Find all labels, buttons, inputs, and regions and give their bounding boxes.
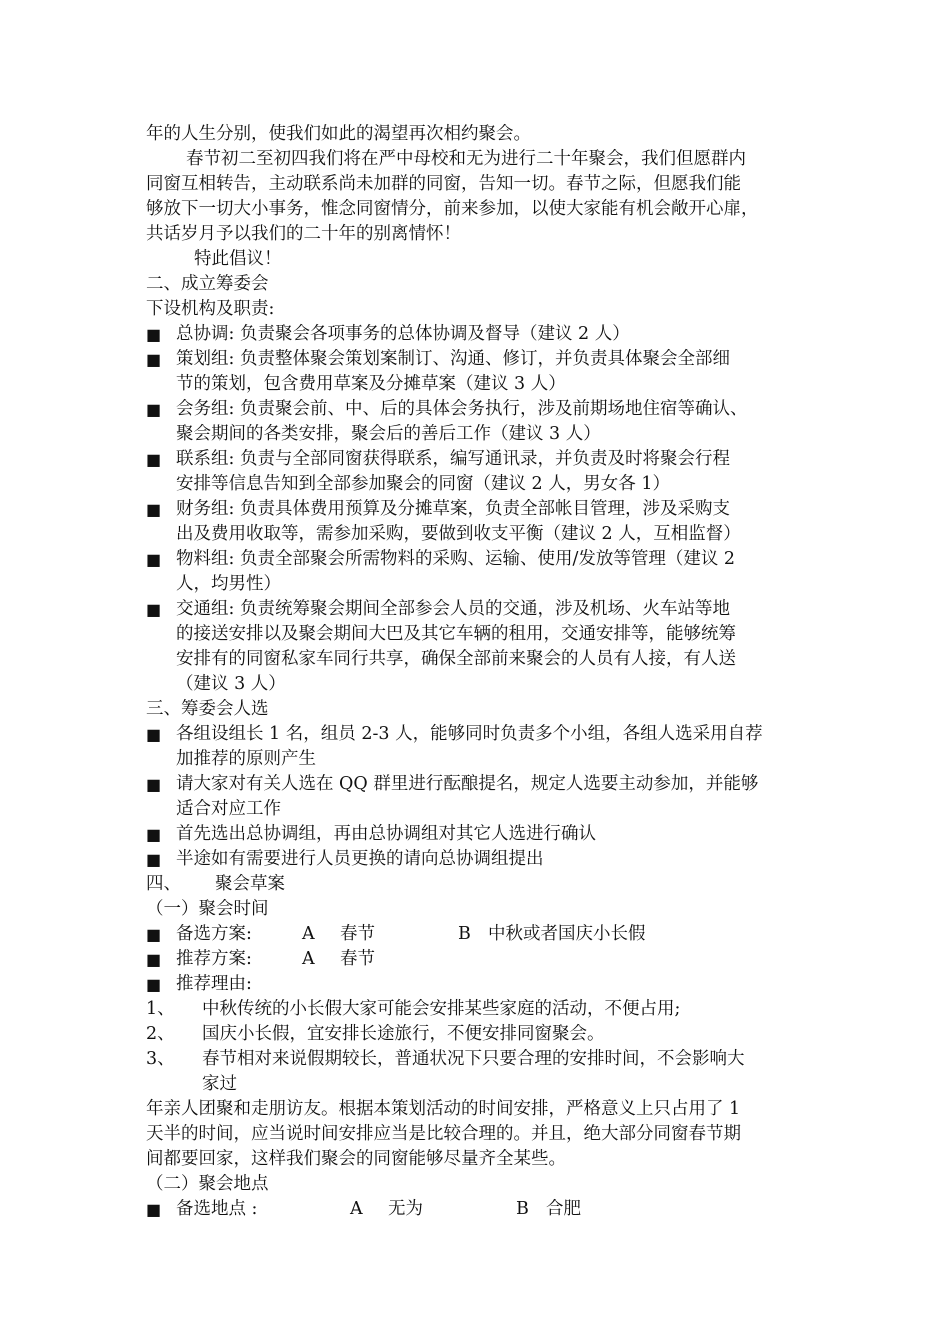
list-item-line: 安排等信息告知到全部参加聚会的同窗（建议 2 人，男女各 1） (176, 474, 670, 494)
intro-paragraph-line: 同窗互相转告，主动联系尚未加群的同窗，告知一切。春节之际，但愿我们能 (146, 174, 741, 194)
committee-selection-list (146, 722, 826, 872)
section-heading: 三、筹委会人选 (146, 699, 269, 719)
intro-paragraph-line: 春节初二至初四我们将在严中母校和无为进行二十年聚会，我们但愿群内 (186, 149, 746, 169)
document-page (146, 122, 826, 1222)
bullet-icon: ■ (146, 350, 162, 369)
option-b-value: 合肥 (546, 1199, 581, 1219)
list-item-line: 请大家对有关人选在 QQ 群里进行酝酿提名，规定人选要主动参加，并能够 (176, 774, 759, 794)
bullet-icon: ■ (146, 925, 162, 944)
list-item-line: 各组设组长 1 名，组员 2-3 人，能够同时负责多个小组，各组人选采用自荐 (176, 724, 763, 744)
list-item-line: 首先选出总协调组，再由总协调组对其它人选进行确认 (176, 824, 596, 844)
reasons-list (146, 997, 826, 1097)
list-item (146, 722, 826, 772)
bullet-icon: ■ (146, 850, 162, 869)
list-item (146, 1197, 826, 1222)
reason-item (146, 1047, 826, 1097)
list-item (146, 822, 826, 847)
option-a-letter: A (350, 1199, 363, 1219)
intro-line: 年的人生分别，使我们如此的渴望再次相约聚会。 (146, 124, 531, 144)
option-b-letter: B (458, 924, 471, 944)
options-label: 备选方案: (176, 924, 252, 944)
paragraph-line: 间都要回家，这样我们聚会的同窗能够尽量齐全某些。 (146, 1149, 566, 1169)
subsection-heading: （一）聚会时间 (146, 899, 269, 919)
list-item-line: 适合对应工作 (176, 799, 281, 819)
subsection-heading: （二）聚会地点 (146, 1174, 269, 1194)
list-item (146, 972, 826, 997)
reason-line: 国庆小长假，宜安排长途旅行，不便安排同窗聚会。 (202, 1024, 605, 1044)
bullet-icon: ■ (146, 725, 162, 744)
options-line (176, 1197, 826, 1222)
list-item (146, 347, 826, 397)
bullet-icon: ■ (146, 1200, 162, 1219)
recommend-line (176, 947, 826, 972)
list-item-line: 出及费用收取等，需参加采购，要做到收支平衡（建议 2 人，互相监督） (176, 524, 741, 544)
list-item-line: 财务组: 负责具体费用预算及分摊草案，负责全部帐目管理，涉及采购支 (176, 499, 730, 519)
list-item-line: 总协调: 负责聚会各项事务的总体协调及督导（建议 2 人） (176, 324, 630, 344)
option-b-letter: B (516, 1199, 529, 1219)
intro-paragraph-line: 够放下一切大小事务，惟念同窗情分，前来参加，以使大家能有机会敞开心扉， (146, 199, 759, 219)
bullet-icon: ■ (146, 825, 162, 844)
list-item-line: 联系组: 负责与全部同窗获得联系，编写通讯录，并负责及时将聚会行程 (176, 449, 730, 469)
list-item-line: 安排有的同窗私家车同行共享，确保全部前来聚会的人员有人接，有人送 (176, 649, 736, 669)
reason-item (146, 1022, 826, 1047)
bullet-icon: ■ (146, 600, 162, 619)
options-line (176, 922, 826, 947)
list-item (146, 547, 826, 597)
list-item (146, 597, 826, 697)
option-a-letter: A (302, 924, 315, 944)
paragraph-line: 年亲人团聚和走朋访友。根据本策划活动的时间安排，严格意义上只占用了 1 (146, 1099, 741, 1119)
list-item-line: 交通组: 负责统筹聚会期间全部参会人员的交通，涉及机场、火车站等地 (176, 599, 730, 619)
list-item-line: （建议 3 人） (176, 674, 286, 694)
reason-number: 3、 (146, 1049, 175, 1069)
reason-item (146, 997, 826, 1022)
section-heading (146, 872, 826, 897)
options-label: 备选地点 : (176, 1199, 258, 1219)
list-item (146, 447, 826, 497)
bullet-icon: ■ (146, 775, 162, 794)
list-item-line: 节的策划，包含费用草案及分摊草案（建议 3 人） (176, 374, 566, 394)
option-b-value: 中秋或者国庆小长假 (488, 924, 646, 944)
reason-number: 1、 (146, 999, 175, 1019)
reason-label: 推荐理由: (176, 974, 252, 994)
list-item-line: 聚会期间的各类安排，聚会后的善后工作（建议 3 人） (176, 424, 601, 444)
list-item (146, 397, 826, 447)
list-item (146, 322, 826, 347)
paragraph-line: 天半的时间，应当说时间安排应当是比较合理的。并且，绝大部分同窗春节期 (146, 1124, 741, 1144)
list-item-line: 会务组: 负责聚会前、中、后的具体会务执行，涉及前期场地住宿等确认、 (176, 399, 748, 419)
list-item (146, 922, 826, 947)
recommend-value: 春节 (340, 949, 375, 969)
list-item-line: 的接送安排以及聚会期间大巴及其它车辆的租用，交通安排等，能够统筹 (176, 624, 736, 644)
recommend-letter: A (302, 949, 315, 969)
recommend-label: 推荐方案: (176, 949, 252, 969)
reason-line: 家过 (202, 1074, 237, 1094)
list-item-line: 半途如有需要进行人员更换的请向总协调组提出 (176, 849, 544, 869)
option-a-value: 无为 (388, 1199, 423, 1219)
list-item (146, 772, 826, 822)
section-number: 四、 (146, 874, 181, 894)
list-item (146, 947, 826, 972)
committee-roles-list (146, 322, 826, 697)
section-subheading: 下设机构及职责: (146, 299, 275, 319)
reason-line: 中秋传统的小长假大家可能会安排某些家庭的活动，不便占用; (202, 999, 681, 1019)
intro-paragraph-line: 共话岁月予以我们的二十年的别离情怀！ (146, 224, 461, 244)
bullet-icon: ■ (146, 500, 162, 519)
list-item-line: 人，均男性） (176, 574, 281, 594)
bullet-icon: ■ (146, 950, 162, 969)
bullet-icon: ■ (146, 550, 162, 569)
closing-line: 特此倡议！ (194, 249, 282, 269)
section-heading: 二、成立筹委会 (146, 274, 269, 294)
reason-number: 2、 (146, 1024, 175, 1044)
bullet-icon: ■ (146, 400, 162, 419)
option-a-value: 春节 (340, 924, 375, 944)
list-item (146, 847, 826, 872)
list-item (146, 497, 826, 547)
list-item-line: 物料组: 负责全部聚会所需物料的采购、运输、使用/发放等管理（建议 2 (176, 549, 736, 569)
bullet-icon: ■ (146, 325, 162, 344)
bullet-icon: ■ (146, 975, 162, 994)
reason-line: 春节相对来说假期较长，普通状况下只要合理的安排时间，不会影响大 (202, 1049, 745, 1069)
list-item-line: 加推荐的原则产生 (176, 749, 316, 769)
list-item-line: 策划组: 负责整体聚会策划案制订、沟通、修订，并负责具体聚会全部细 (176, 349, 730, 369)
bullet-icon: ■ (146, 450, 162, 469)
section-title: 聚会草案 (215, 874, 285, 894)
